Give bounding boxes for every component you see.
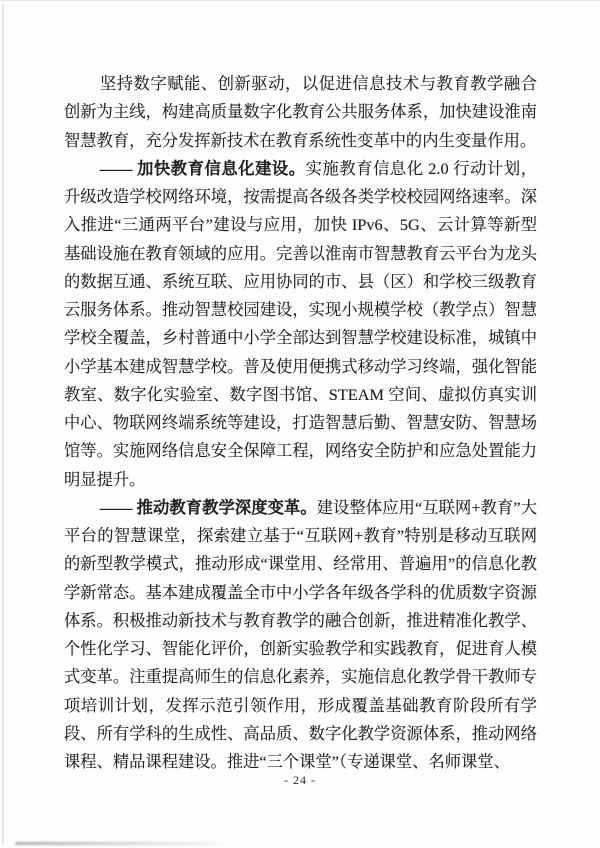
scan-shadow-artifact <box>15 842 225 845</box>
page-footer <box>0 773 600 788</box>
paragraph-informatization-heading: —— 加快教育信息化建设。 <box>99 158 306 178</box>
paragraph-teaching-reform-heading: —— 推动教育教学深度变革。 <box>99 497 317 517</box>
scan-left-edge-artifact <box>2 4 4 844</box>
page-number: - 24 - <box>284 773 316 787</box>
paragraph-intro <box>64 70 537 155</box>
scan-top-edge-artifact <box>0 0 600 1</box>
paragraph-intro-text: 坚持数字赋能、创新驱动，以促进信息技术与教育教学融合创新为主线，构建高质量数字化教育公共服务体系，加快建设淮南智慧教育，充分发挥新技术在教育系统性变革中的内生变量作用。 <box>64 74 537 150</box>
paragraph-teaching-reform-text: 建设整体应用“互联网+教育”大平台的智慧课堂，探索建立基于“互联网+教育”特别是移动互联网的新型教学模式，推动形成“课堂用、经常用、普遍用”的信息化教学新常态。基本建成覆盖全市中小学各年级各学科的优质数字资源体系。积极推动新技术与教育教学的融合创新，推进精准化教学、个性化学习、智能化评价，创新实验教学和实践教育，促进育人模式变革。注重提高师生的信息化素养，实施信息化教学骨干教师专项培训计划，发挥示范引领作用，形成覆盖基础教育阶段所有学段、所有学科的生成性、高品质、数字化教学资源体系，推动网络课程、精品课程建设。推进“三个课堂”（专递课堂、名师课堂、 <box>64 497 538 771</box>
document-body <box>64 70 537 776</box>
paragraph-teaching-reform <box>64 494 537 777</box>
paragraph-informatization <box>64 155 537 494</box>
paragraph-informatization-text: 实施教育信息化 2.0 行动计划，升级改造学校网络环境，按需提高各级各类学校校园网络速率。深入推进“三通两平台”建设与应用，加快 IPv6、5G、云计算等新型基础设施在教育领域的应用。完善以淮南市智慧教育云平台为龙头的数据互通、系统互联、应用协同的市、县（区）和学校三级教育云服务体系。推动智慧校园建设，实现小规模学校（教学点）智慧学校全覆盖，乡村普通中小学全部达到智慧学校建设标准，城镇中小学基本建成智慧学校。普及使用便携式移动学习终端，强化智能教室、数字化实验室、数字图书馆、STEAM 空间、虚拟仿真实训中心、物联网终端系统等建设，打造智慧后勤、智慧安防、智慧场馆等。实施网络信息安全保障工程，网络安全防护和应急处置能力明显提升。 <box>64 158 537 489</box>
